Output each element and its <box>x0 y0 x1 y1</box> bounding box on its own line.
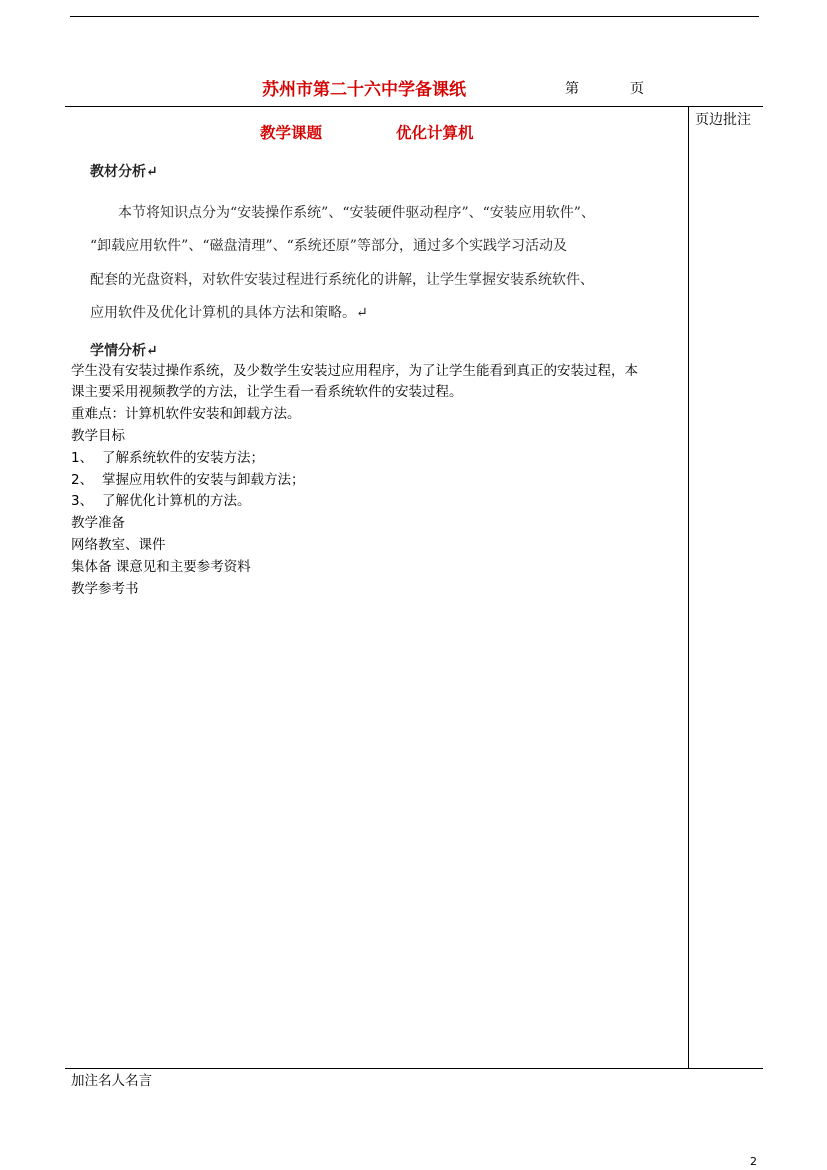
objective-number: 1、 <box>71 450 94 466</box>
lesson-topic-value: 优化计算机 <box>396 124 474 142</box>
student-analysis-line: 课主要采用视频教学的方法，让学生看一看系统软件的安装过程。 <box>71 384 463 400</box>
objective-number: 2、 <box>71 472 94 488</box>
objective-number: 3、 <box>71 493 94 509</box>
school-title: 苏州市第二十六中学备课纸 <box>262 80 466 100</box>
page-label-di: 第 <box>565 81 579 97</box>
objective-text: 掌握应用软件的安装与卸载方法； <box>102 472 305 488</box>
textbook-analysis-heading: 教材分析↵ <box>90 164 158 180</box>
table-bottom-border <box>65 1068 763 1069</box>
textbook-analysis-line: 配套的光盘资料，对软件安装过程进行系统化的讲解，让学生掌握安装系统软件、 <box>90 272 594 288</box>
margin-notes-label: 页边批注 <box>695 112 751 128</box>
preparation-heading: 教学准备 <box>71 515 125 531</box>
group-prep-label: 集体备 课意见和主要参考资料 <box>71 559 251 575</box>
objective-text: 了解优化计算机的方法。 <box>102 493 251 509</box>
student-analysis-line: 学生没有安装过操作系统，及少数学生安装过应用程序，为了让学生能看到真正的安装过程，本 <box>71 363 638 379</box>
objectives-heading: 教学目标 <box>71 428 125 444</box>
table-top-border <box>65 106 763 107</box>
table-column-divider <box>688 106 689 1069</box>
student-analysis-heading: 学情分析↵ <box>90 343 158 359</box>
top-rule <box>70 16 759 17</box>
page-label-ye: 页 <box>630 81 644 97</box>
textbook-analysis-line: 本节将知识点分为“安装操作系统”、“安装硬件驱动程序”、“安装应用软件”、 <box>118 205 595 221</box>
preparation-content: 网络教室、课件 <box>71 537 166 553</box>
objective-text: 了解系统软件的安装方法； <box>102 450 264 466</box>
reference-book-label: 教学参考书 <box>71 581 139 597</box>
page-number: 2 <box>750 1155 757 1168</box>
lesson-topic-label: 教学课题 <box>260 124 323 142</box>
textbook-analysis-line: “卸载应用软件”、“磁盘清理”、“系统还原”等部分，通过多个实践学习活动及 <box>90 238 567 254</box>
key-points: 重难点：计算机软件安装和卸载方法。 <box>71 406 301 422</box>
quote-label: 加注名人名言 <box>71 1073 152 1089</box>
textbook-analysis-line: 应用软件及优化计算机的具体方法和策略。↵ <box>90 305 368 321</box>
